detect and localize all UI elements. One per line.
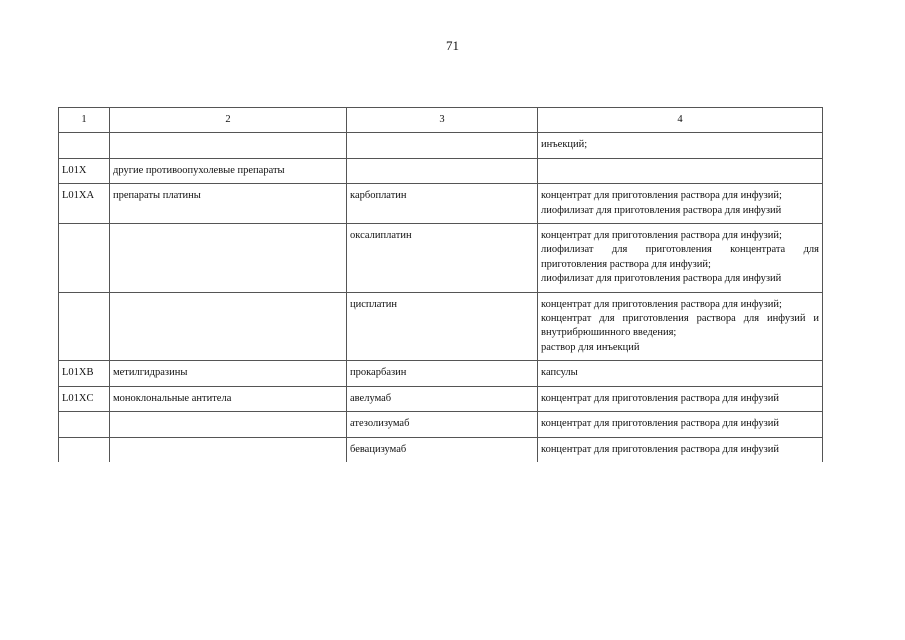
page-number: 71 — [446, 38, 459, 53]
drug-name: авелумаб — [347, 386, 538, 411]
dosage-forms — [538, 133, 823, 158]
drug-name — [347, 133, 538, 158]
atc-code — [59, 133, 110, 158]
dosage-form: концентрат для приготовления раствора для инфузий — [541, 443, 779, 455]
drug-group — [110, 412, 347, 437]
table-row — [59, 437, 823, 462]
drug-group: препараты платины — [110, 184, 347, 224]
drug-name: цисплатин — [347, 292, 538, 361]
table-header-row — [59, 108, 823, 133]
dosage-form: концентрат для приготовления раствора для инфузий; — [541, 230, 782, 242]
dosage-forms — [538, 184, 823, 224]
dosage-forms — [538, 412, 823, 437]
dosage-form: лиофилизат для приготовления раствора для инфузий — [541, 204, 782, 216]
dosage-forms — [538, 224, 823, 293]
drug-group: метилгидразины — [110, 361, 347, 386]
atc-code: L01XC — [59, 386, 110, 411]
dosage-form: раствор для инъекций — [541, 341, 640, 353]
drug-group: моноклональные антитела — [110, 386, 347, 411]
drug-group: другие противоопухолевые препараты — [110, 158, 347, 183]
dosage-form: лиофилизат для приготовления раствора для инфузий — [541, 273, 782, 285]
drug-name: прокарбазин — [347, 361, 538, 386]
drug-group — [110, 133, 347, 158]
dosage-forms — [538, 292, 823, 361]
dosage-form: капсулы — [541, 367, 578, 379]
dosage-forms — [538, 437, 823, 462]
drug-name: атезолизумаб — [347, 412, 538, 437]
drug-group — [110, 292, 347, 361]
dosage-form: концентрат для приготовления раствора для инфузий; — [541, 298, 782, 310]
header-col-2: 2 — [110, 108, 347, 133]
header-col-1: 1 — [59, 108, 110, 133]
dosage-form: концентрат для приготовления раствора для инфузий; — [541, 190, 782, 202]
drug-name: карбоплатин — [347, 184, 538, 224]
drug-name: бевацизумаб — [347, 437, 538, 462]
table-row — [59, 158, 823, 183]
dosage-forms — [538, 361, 823, 386]
table-row — [59, 292, 823, 361]
drug-group — [110, 437, 347, 462]
atc-code — [59, 224, 110, 293]
drug-name — [347, 158, 538, 183]
atc-code: L01XA — [59, 184, 110, 224]
header-col-3: 3 — [347, 108, 538, 133]
atc-code — [59, 437, 110, 462]
atc-code — [59, 412, 110, 437]
atc-code — [59, 292, 110, 361]
atc-code: L01X — [59, 158, 110, 183]
dosage-forms — [538, 386, 823, 411]
table-row — [59, 386, 823, 411]
dosage-form: инъекций; — [541, 139, 588, 151]
dosage-form: концентрат для приготовления раствора для инфузий и внутрибрюшинного введения; — [541, 313, 819, 339]
header-col-4: 4 — [538, 108, 823, 133]
dosage-form: лиофилизат для приготовления концентрата для приготовления раствора для инфузий; — [541, 244, 819, 270]
dosage-form: концентрат для приготовления раствора для инфузий — [541, 418, 779, 430]
drug-name: оксалиплатин — [347, 224, 538, 293]
table-row — [59, 224, 823, 293]
table-row — [59, 133, 823, 158]
table-row — [59, 361, 823, 386]
dosage-forms — [538, 158, 823, 183]
drug-table — [58, 107, 823, 462]
table-row — [59, 184, 823, 224]
drug-group — [110, 224, 347, 293]
table-row — [59, 412, 823, 437]
dosage-form: концентрат для приготовления раствора для инфузий — [541, 392, 779, 404]
atc-code: L01XB — [59, 361, 110, 386]
